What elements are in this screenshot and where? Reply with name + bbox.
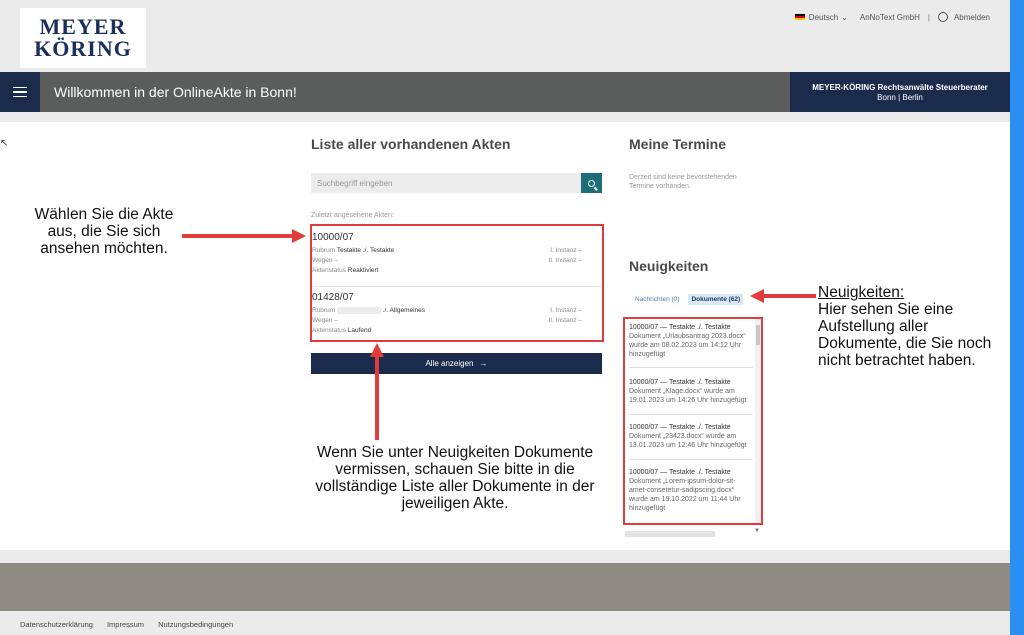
annotation-arrow-line [182, 234, 294, 238]
news-item-text: Dokument „Lorem-ipsum-dolor-sit-amet-consetetur-sadipscing.docx“ wurde am 19.10.2022 um 11:44 Uhr hinzugefügt [629, 478, 741, 512]
chevron-down-icon[interactable]: ⌄ [841, 12, 848, 22]
annotation-select-akte: Wählen Sie die Akte aus, die Sie sich ansehen möchten. [34, 206, 174, 257]
brand-logo-line2: KÖRING [34, 36, 132, 61]
news-heading: Neuigkeiten [629, 258, 709, 274]
header-band [0, 72, 1010, 112]
wegen-label: Wegen [312, 317, 333, 324]
search-input[interactable]: Suchbegriff eingeben [311, 173, 581, 193]
scroll-down-icon[interactable]: ▼ [754, 528, 760, 534]
user-icon [938, 12, 948, 22]
annotation-missing-documents: Wenn Sie unter Neuigkeiten Dokumente vermissen, schauen Sie bitte in die vollständige Liste aller Dokumente in der jeweiligen Akte. [315, 444, 595, 512]
mouse-cursor-icon: ↖ [0, 138, 9, 149]
scrollbar-thumb[interactable] [756, 325, 760, 345]
arrow-head-right-icon [292, 229, 306, 243]
firm-name: MEYER-KÖRING Rechtsanwälte Steuerberater [812, 83, 988, 92]
news-item-title: 10000/07 — Testakte ./. Testakte [629, 324, 731, 331]
show-all-label: Alle anzeigen [425, 359, 474, 368]
annotation-arrow-line [762, 294, 816, 298]
news-item[interactable] [629, 323, 751, 359]
status-label: Aktenstatus [312, 327, 346, 334]
wegen-value: – [334, 257, 338, 264]
news-item-title: 10000/07 — Testakte ./. Testakte [629, 424, 731, 431]
firm-box [790, 72, 1010, 112]
firm-location: Bonn | Berlin [877, 93, 923, 102]
redacted-block [337, 307, 381, 314]
divider [312, 286, 602, 287]
recent-akten-label: Zuletzt angesehene Akten: [311, 212, 394, 219]
status-label: Aktenstatus [312, 267, 346, 274]
rubrum-label: Rubrum [312, 247, 336, 254]
akte-number: 10000/07 [312, 232, 354, 243]
news-item[interactable] [629, 468, 751, 513]
annotation-news-body: Hier sehen Sie eine Aufstellung aller Dokumente, die Sie noch nicht betrachtet haben. [818, 301, 992, 369]
divider [629, 367, 753, 368]
news-item-title: 10000/07 — Testakte ./. Testakte [629, 469, 731, 476]
akte-item[interactable] [312, 290, 602, 346]
akte-rubrum-row [312, 307, 425, 314]
akte-number: 01428/07 [312, 292, 354, 303]
logout-link[interactable]: Abmelden [953, 12, 990, 22]
wegen-value: – [334, 317, 338, 324]
news-scrollbar[interactable] [755, 319, 761, 523]
rubrum-label: Rubrum [312, 307, 336, 315]
menu-icon-bar [13, 96, 27, 98]
instance-1: I. Instanz – [550, 307, 582, 314]
hamburger-menu-button[interactable] [0, 72, 40, 112]
arrow-head-up-icon [370, 343, 384, 357]
status-value: Laufend [347, 327, 372, 334]
akte-status-row [312, 327, 371, 334]
wegen-label: Wegen [312, 257, 333, 264]
akte-status-row [312, 267, 379, 274]
tab-dokumente[interactable]: Dokumente (62) [688, 294, 743, 305]
rubrum-value: ./. Allgemeines [382, 307, 426, 315]
divider [629, 414, 753, 415]
show-all-button[interactable] [311, 353, 602, 374]
brand-logo-line1: MEYER [39, 14, 127, 39]
akte-wegen-row [312, 257, 338, 264]
news-item-text: Dokument „Urlaubsantrag 2023.docx“ wurde am 08.02.2023 um 14:12 Uhr hinzugefügt [629, 333, 746, 358]
language-selector[interactable]: Deutsch [808, 12, 839, 22]
news-item-title: 10000/07 — Testakte ./. Testakte [629, 379, 731, 386]
divider [629, 459, 753, 460]
tab-nachrichten[interactable]: Nachrichten (0) [635, 296, 680, 303]
annotation-arrow-line [375, 356, 379, 440]
search-button[interactable] [581, 173, 602, 193]
page-title: Willkommen in der OnlineAkte in Bonn! [54, 84, 297, 100]
annotation-news-heading: Neuigkeiten: [818, 284, 905, 301]
menu-icon-bar [13, 87, 27, 89]
news-horizontal-scrollbar[interactable] [625, 531, 715, 537]
arrow-right-icon: → [479, 359, 488, 368]
news-item[interactable] [629, 423, 751, 450]
footer-links [20, 620, 233, 629]
rubrum-value: Testakte ./. Testakte [336, 247, 395, 254]
news-item-text: Dokument „Klage.docx“ wurde am 19.01.2023 um 14:26 Uhr hinzugefügt [629, 388, 747, 404]
news-item-text: Dokument „23423.docx“ wurde am 13.01.2023 um 12:46 Uhr hinzugefügt [629, 433, 747, 449]
news-tabs [632, 294, 743, 305]
news-item[interactable] [629, 378, 751, 405]
instance-2: II. Instanz – [548, 257, 582, 264]
status-value: Reaktiviert [347, 267, 379, 274]
menu-icon-bar [13, 91, 27, 93]
search-icon [588, 180, 595, 187]
footer-band [0, 563, 1010, 611]
instance-2: II. Instanz – [548, 317, 582, 324]
news-list [623, 317, 763, 525]
footer-link-imprint[interactable]: Impressum [106, 620, 145, 629]
arrow-head-left-icon [750, 289, 764, 303]
akte-rubrum-row [312, 247, 394, 254]
company-name: AnNoText GmbH [859, 12, 920, 22]
nav-separator: | [927, 12, 930, 22]
termine-empty-text: Derzeit sind keine bevorstehenden Termine vorhanden. [629, 174, 737, 190]
akten-heading: Liste aller vorhandenen Akten [311, 136, 511, 152]
recent-akten-list [310, 224, 604, 342]
top-navigation [795, 12, 990, 22]
german-flag-icon [795, 14, 805, 20]
akte-wegen-row [312, 317, 338, 324]
termine-heading: Meine Termine [629, 136, 726, 152]
akte-item[interactable] [312, 230, 602, 286]
brand-logo[interactable] [20, 8, 146, 68]
footer-link-terms[interactable]: Nutzungsbedingungen [158, 620, 234, 629]
window-edge-strip [1010, 0, 1024, 635]
instance-1: I. Instanz – [550, 247, 582, 254]
annotation-news [818, 284, 998, 369]
footer-link-privacy[interactable]: Datenschutzerklärung [20, 620, 93, 629]
